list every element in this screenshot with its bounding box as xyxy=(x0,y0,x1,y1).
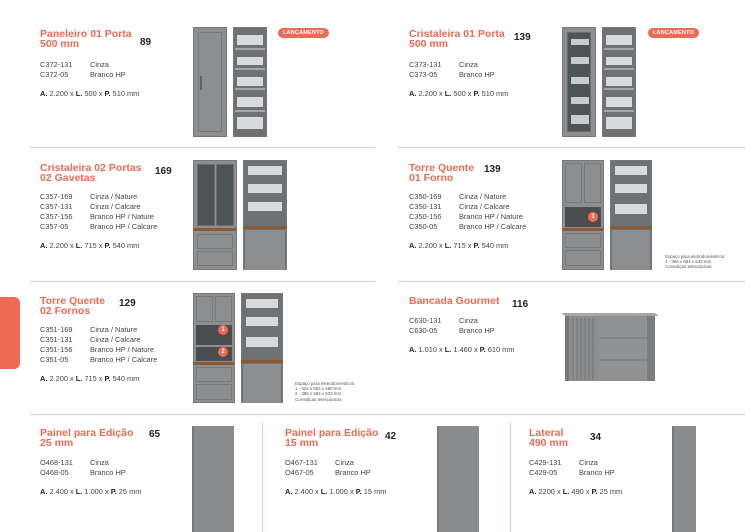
dimensions: A. 2.400 x L. 1.000 x P. 15 mm xyxy=(285,487,387,496)
dimensions: A. 2.200 x L. 715 x P. 540 mm xyxy=(409,241,509,250)
dimensions: A. 2.200 x L. 715 x P. 540 mm xyxy=(40,241,140,250)
code-row: C630-131 Cinza xyxy=(409,316,478,325)
code-row: C372-05 Branco HP xyxy=(40,70,126,79)
code-row: C351-156 Branco HP / Nature xyxy=(40,345,154,354)
divider xyxy=(30,281,375,282)
marker-1: 1 xyxy=(218,325,228,335)
product-title: Torre Quente 01 Forno xyxy=(409,162,475,184)
cabinet-open-image xyxy=(602,27,636,137)
code-row: C351-169 Cinza / Nature xyxy=(40,325,138,334)
appliance-note: Espaço para eletrodomésticos: 1 - 386 x 684 x 533 mm Corrediças telescópicas xyxy=(665,254,726,270)
kitchen-island-image xyxy=(561,308,661,383)
code-row: C351-131 Cinza / Calcare xyxy=(40,335,141,344)
code-list xyxy=(40,192,157,232)
glass-cabinet-image xyxy=(193,160,237,270)
code-row: C350-156 Branco HP / Nature xyxy=(409,212,523,221)
page-number: 139 xyxy=(514,32,531,43)
code-row: C373-131 Cinza xyxy=(409,60,478,69)
page-number: 34 xyxy=(590,432,602,443)
code-row: C350-05 Branco HP / Calcare xyxy=(409,222,527,231)
code-row: C350-169 Cinza / Nature xyxy=(409,192,507,201)
code-row: C357-156 Branco HP / Nature xyxy=(40,212,154,221)
glass-cabinet-image xyxy=(562,27,596,137)
code-row: C357-131 Cinza / Calcare xyxy=(40,202,141,211)
code-list xyxy=(409,60,495,80)
product-title: Bancada Gourmet xyxy=(409,295,500,307)
page-number: 89 xyxy=(140,37,152,48)
code-row: O467-131 Cinza xyxy=(285,458,354,467)
dimensions: A. 2.200 x L. 500 x P. 510 mm xyxy=(40,89,140,98)
code-row: C429-131 Cinza xyxy=(529,458,598,467)
product-title: Painel para Edição 25 mm xyxy=(40,427,134,449)
dimensions: A. 2200 x L. 490 x P. 25 mm xyxy=(529,487,623,496)
code-list xyxy=(40,458,126,478)
code-row: O468-05 Branco HP xyxy=(40,468,126,477)
side-panel-image xyxy=(672,426,696,532)
code-list xyxy=(409,192,526,232)
dimensions: A. 2.400 x L. 1.000 x P. 25 mm xyxy=(40,487,142,496)
code-row: C357-169 Cinza / Nature xyxy=(40,192,138,201)
panel-image xyxy=(192,426,234,532)
marker-2: 2 xyxy=(218,347,228,357)
product-title: Painel para Edição 15 mm xyxy=(285,427,379,449)
divider xyxy=(30,147,375,148)
appliance-note: Espaço para eletrodomésticos: 1 - 424 x 684 x 480 mm 2 - 386 x 684 x 533 mm Corrediças telescópicas xyxy=(295,381,356,402)
divider xyxy=(398,281,745,282)
code-list xyxy=(40,325,157,365)
code-row: O468-131 Cinza xyxy=(40,458,109,467)
code-row: C630-05 Branco HP xyxy=(409,326,495,335)
launch-badge: LANÇAMENTO xyxy=(278,28,329,38)
code-row: O467-05 Branco HP xyxy=(285,468,371,477)
product-title: Paneleiro 01 Porta 500 mm xyxy=(40,28,132,50)
page-number: 65 xyxy=(149,429,161,440)
cabinet-open-image xyxy=(233,27,267,137)
tower-cabinet-image xyxy=(193,293,235,403)
product-title: Torre Quente 02 Fornos xyxy=(40,295,106,317)
cabinet-open-image xyxy=(610,160,652,270)
cabinet-open-image xyxy=(241,293,283,403)
divider xyxy=(510,422,511,532)
code-list xyxy=(409,316,495,336)
product-title: Lateral 490 mm xyxy=(529,427,569,449)
section-tab xyxy=(0,297,20,369)
dimensions: A. 2.200 x L. 500 x P. 510 mm xyxy=(409,89,509,98)
panel-image xyxy=(437,426,479,532)
page-number: 129 xyxy=(119,298,136,309)
page-number: 116 xyxy=(512,299,529,310)
page-number: 169 xyxy=(155,166,172,177)
product-title: Cristaleira 02 Portas 02 Gavetas xyxy=(40,162,142,184)
page-number: 42 xyxy=(385,431,397,442)
cabinet-image xyxy=(193,27,227,137)
launch-badge: LANÇAMENTO xyxy=(648,28,699,38)
divider xyxy=(262,422,263,532)
code-row: C357-05 Branco HP / Calcare xyxy=(40,222,158,231)
product-title: Cristaleira 01 Porta 500 mm xyxy=(409,28,505,50)
cabinet-open-image xyxy=(243,160,287,270)
code-row: C350-131 Cinza / Calcare xyxy=(409,202,510,211)
code-row: C373-05 Branco HP xyxy=(409,70,495,79)
code-list xyxy=(529,458,615,478)
divider xyxy=(398,147,745,148)
dimensions: A. 1.010 x L. 1.460 x P. 610 mm xyxy=(409,345,515,354)
code-row: C351-05 Branco HP / Calcare xyxy=(40,355,158,364)
code-list xyxy=(285,458,371,478)
code-row: C372-131 Cinza xyxy=(40,60,109,69)
code-list xyxy=(40,60,126,80)
code-row: C429-05 Branco HP xyxy=(529,468,615,477)
divider xyxy=(30,414,745,415)
marker-1: 1 xyxy=(588,212,598,222)
dimensions: A. 2.200 x L. 715 x P. 540 mm xyxy=(40,374,140,383)
page-number: 139 xyxy=(484,164,501,175)
